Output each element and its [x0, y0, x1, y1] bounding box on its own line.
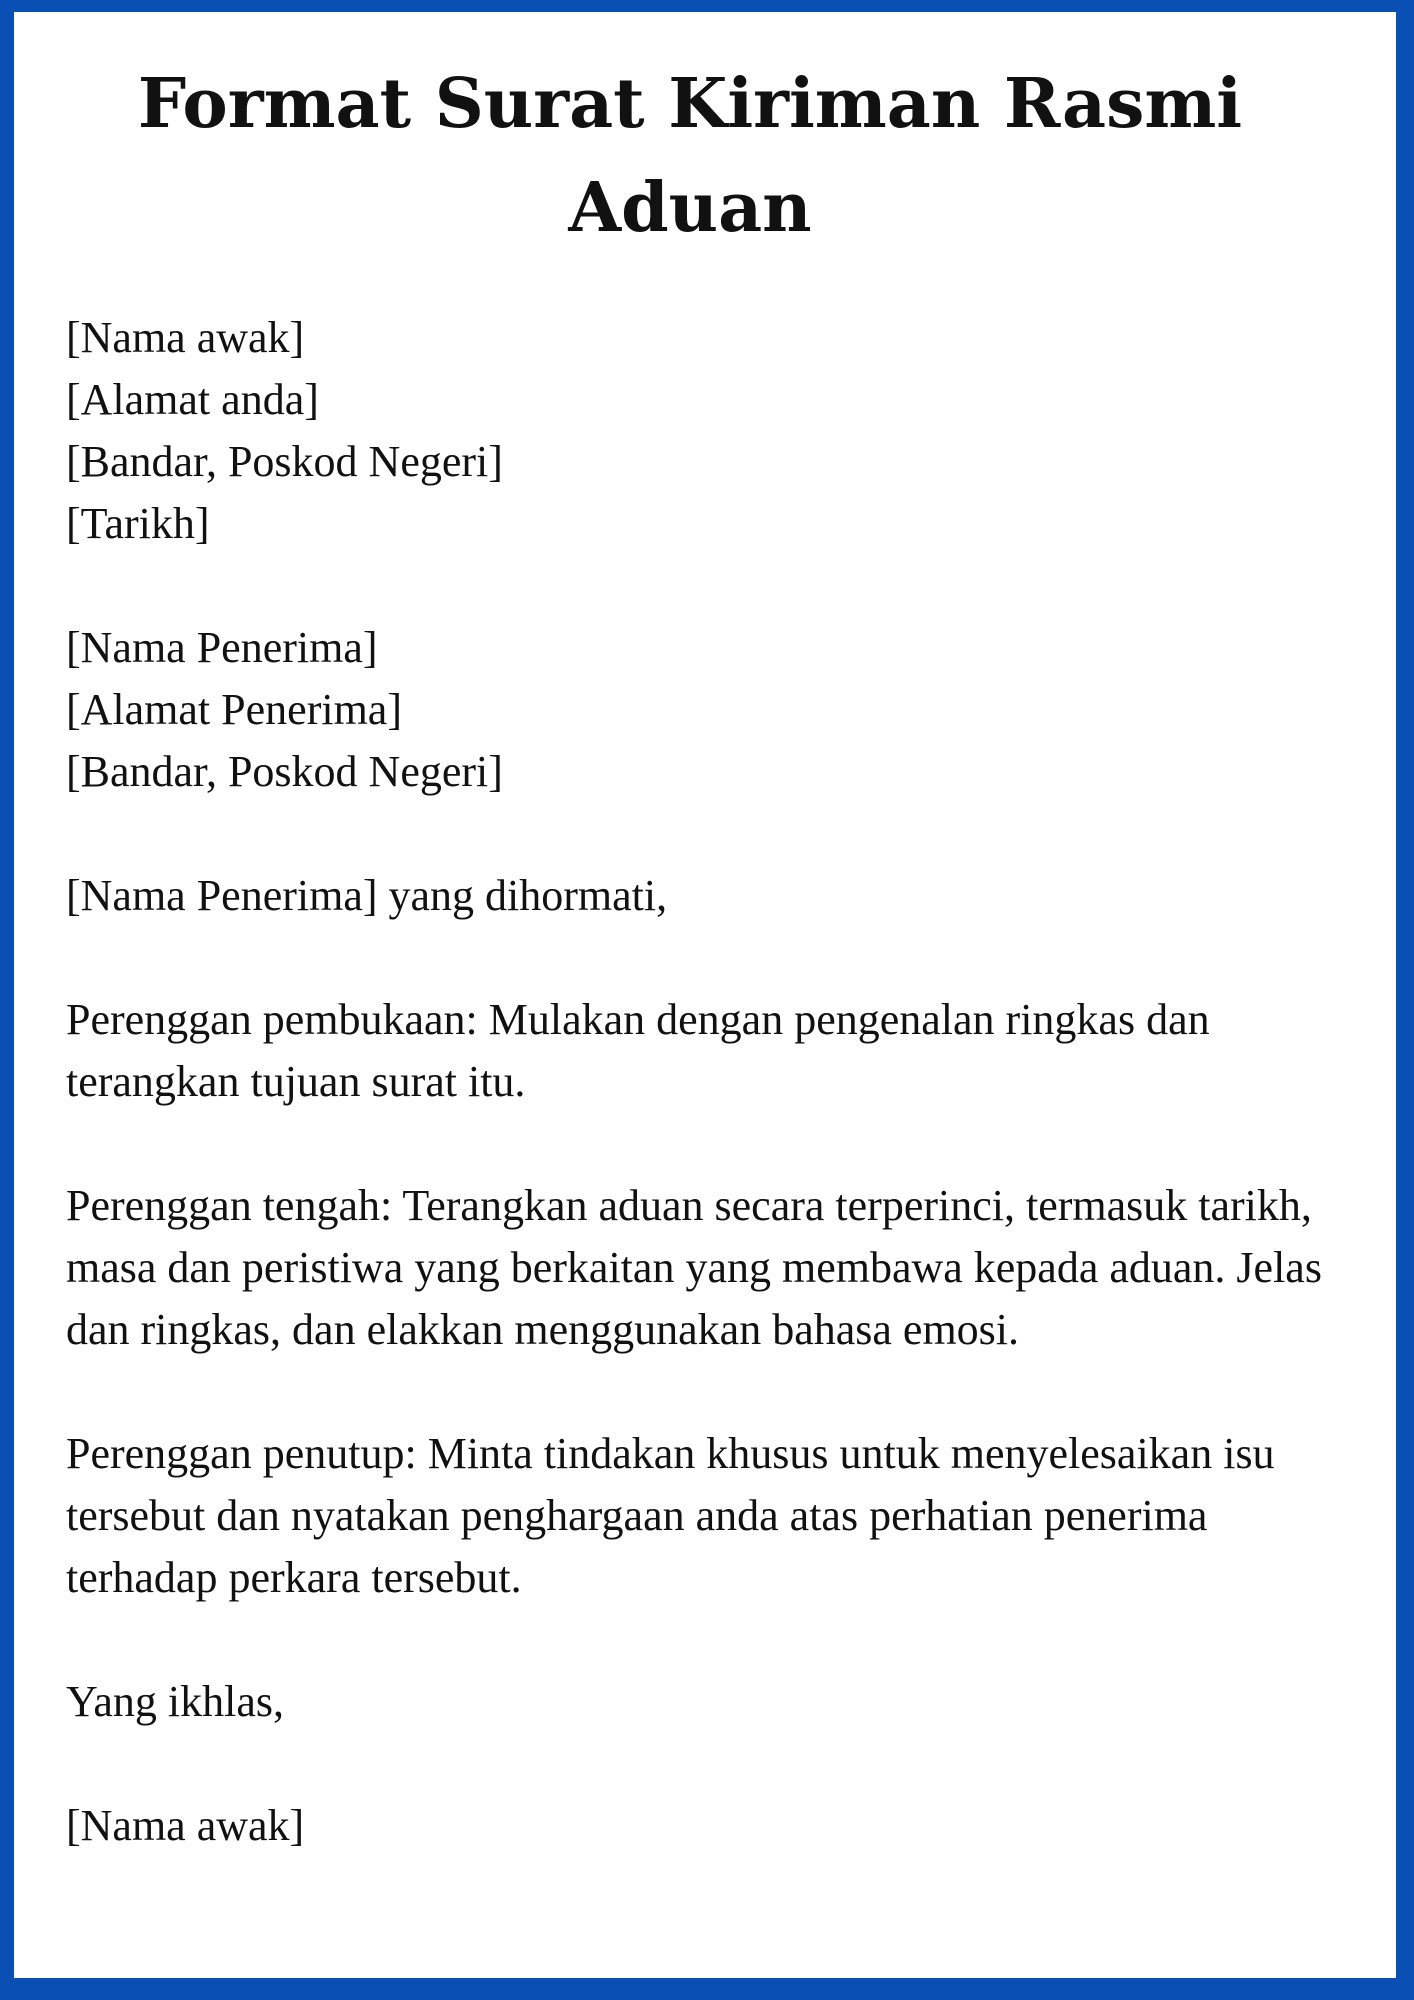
spacer — [66, 1113, 1356, 1175]
closing-paragraph: Perenggan penutup: Minta tindakan khusus untuk menyelesaikan isu tersebut dan nyatakan penghargaan anda atas perhatian penerima terhadap perkara tersebut. — [66, 1429, 1275, 1602]
sender-city-postcode: [Bandar, Poskod Negeri] — [66, 437, 503, 486]
spacer — [66, 555, 1356, 617]
sender-block — [66, 307, 1356, 555]
spacer — [66, 1361, 1356, 1423]
recipient-block — [66, 617, 1356, 803]
closing-phrase: Yang ikhlas, — [66, 1677, 285, 1726]
recipient-address: [Alamat Penerima] — [66, 685, 402, 734]
letter-body — [66, 307, 1356, 1857]
sender-name: [Nama awak] — [66, 313, 305, 362]
salutation: [Nama Penerima] yang dihormati, — [66, 871, 668, 920]
spacer — [66, 927, 1356, 989]
recipient-name: [Nama Penerima] — [66, 623, 378, 672]
opening-paragraph: Perenggan pembukaan: Mulakan dengan pengenalan ringkas dan terangkan tujuan surat itu. — [66, 995, 1210, 1106]
document-title: Format Surat Kiriman Rasmi Aduan — [137, 64, 1243, 248]
spacer — [66, 1733, 1356, 1795]
spacer — [66, 1609, 1356, 1671]
signature-name: [Nama awak] — [66, 1801, 305, 1850]
recipient-city-postcode: [Bandar, Poskod Negeri] — [66, 747, 503, 796]
sender-address: [Alamat anda] — [66, 375, 319, 424]
spacer — [66, 803, 1356, 865]
letter-date: [Tarikh] — [66, 499, 210, 548]
middle-paragraph: Perenggan tengah: Terangkan aduan secara terperinci, termasuk tarikh, masa dan peristiwa yang berkaitan yang membawa kepada aduan. Jelas dan ringkas, dan elakkan menggunakan bahasa emosi. — [66, 1181, 1322, 1354]
